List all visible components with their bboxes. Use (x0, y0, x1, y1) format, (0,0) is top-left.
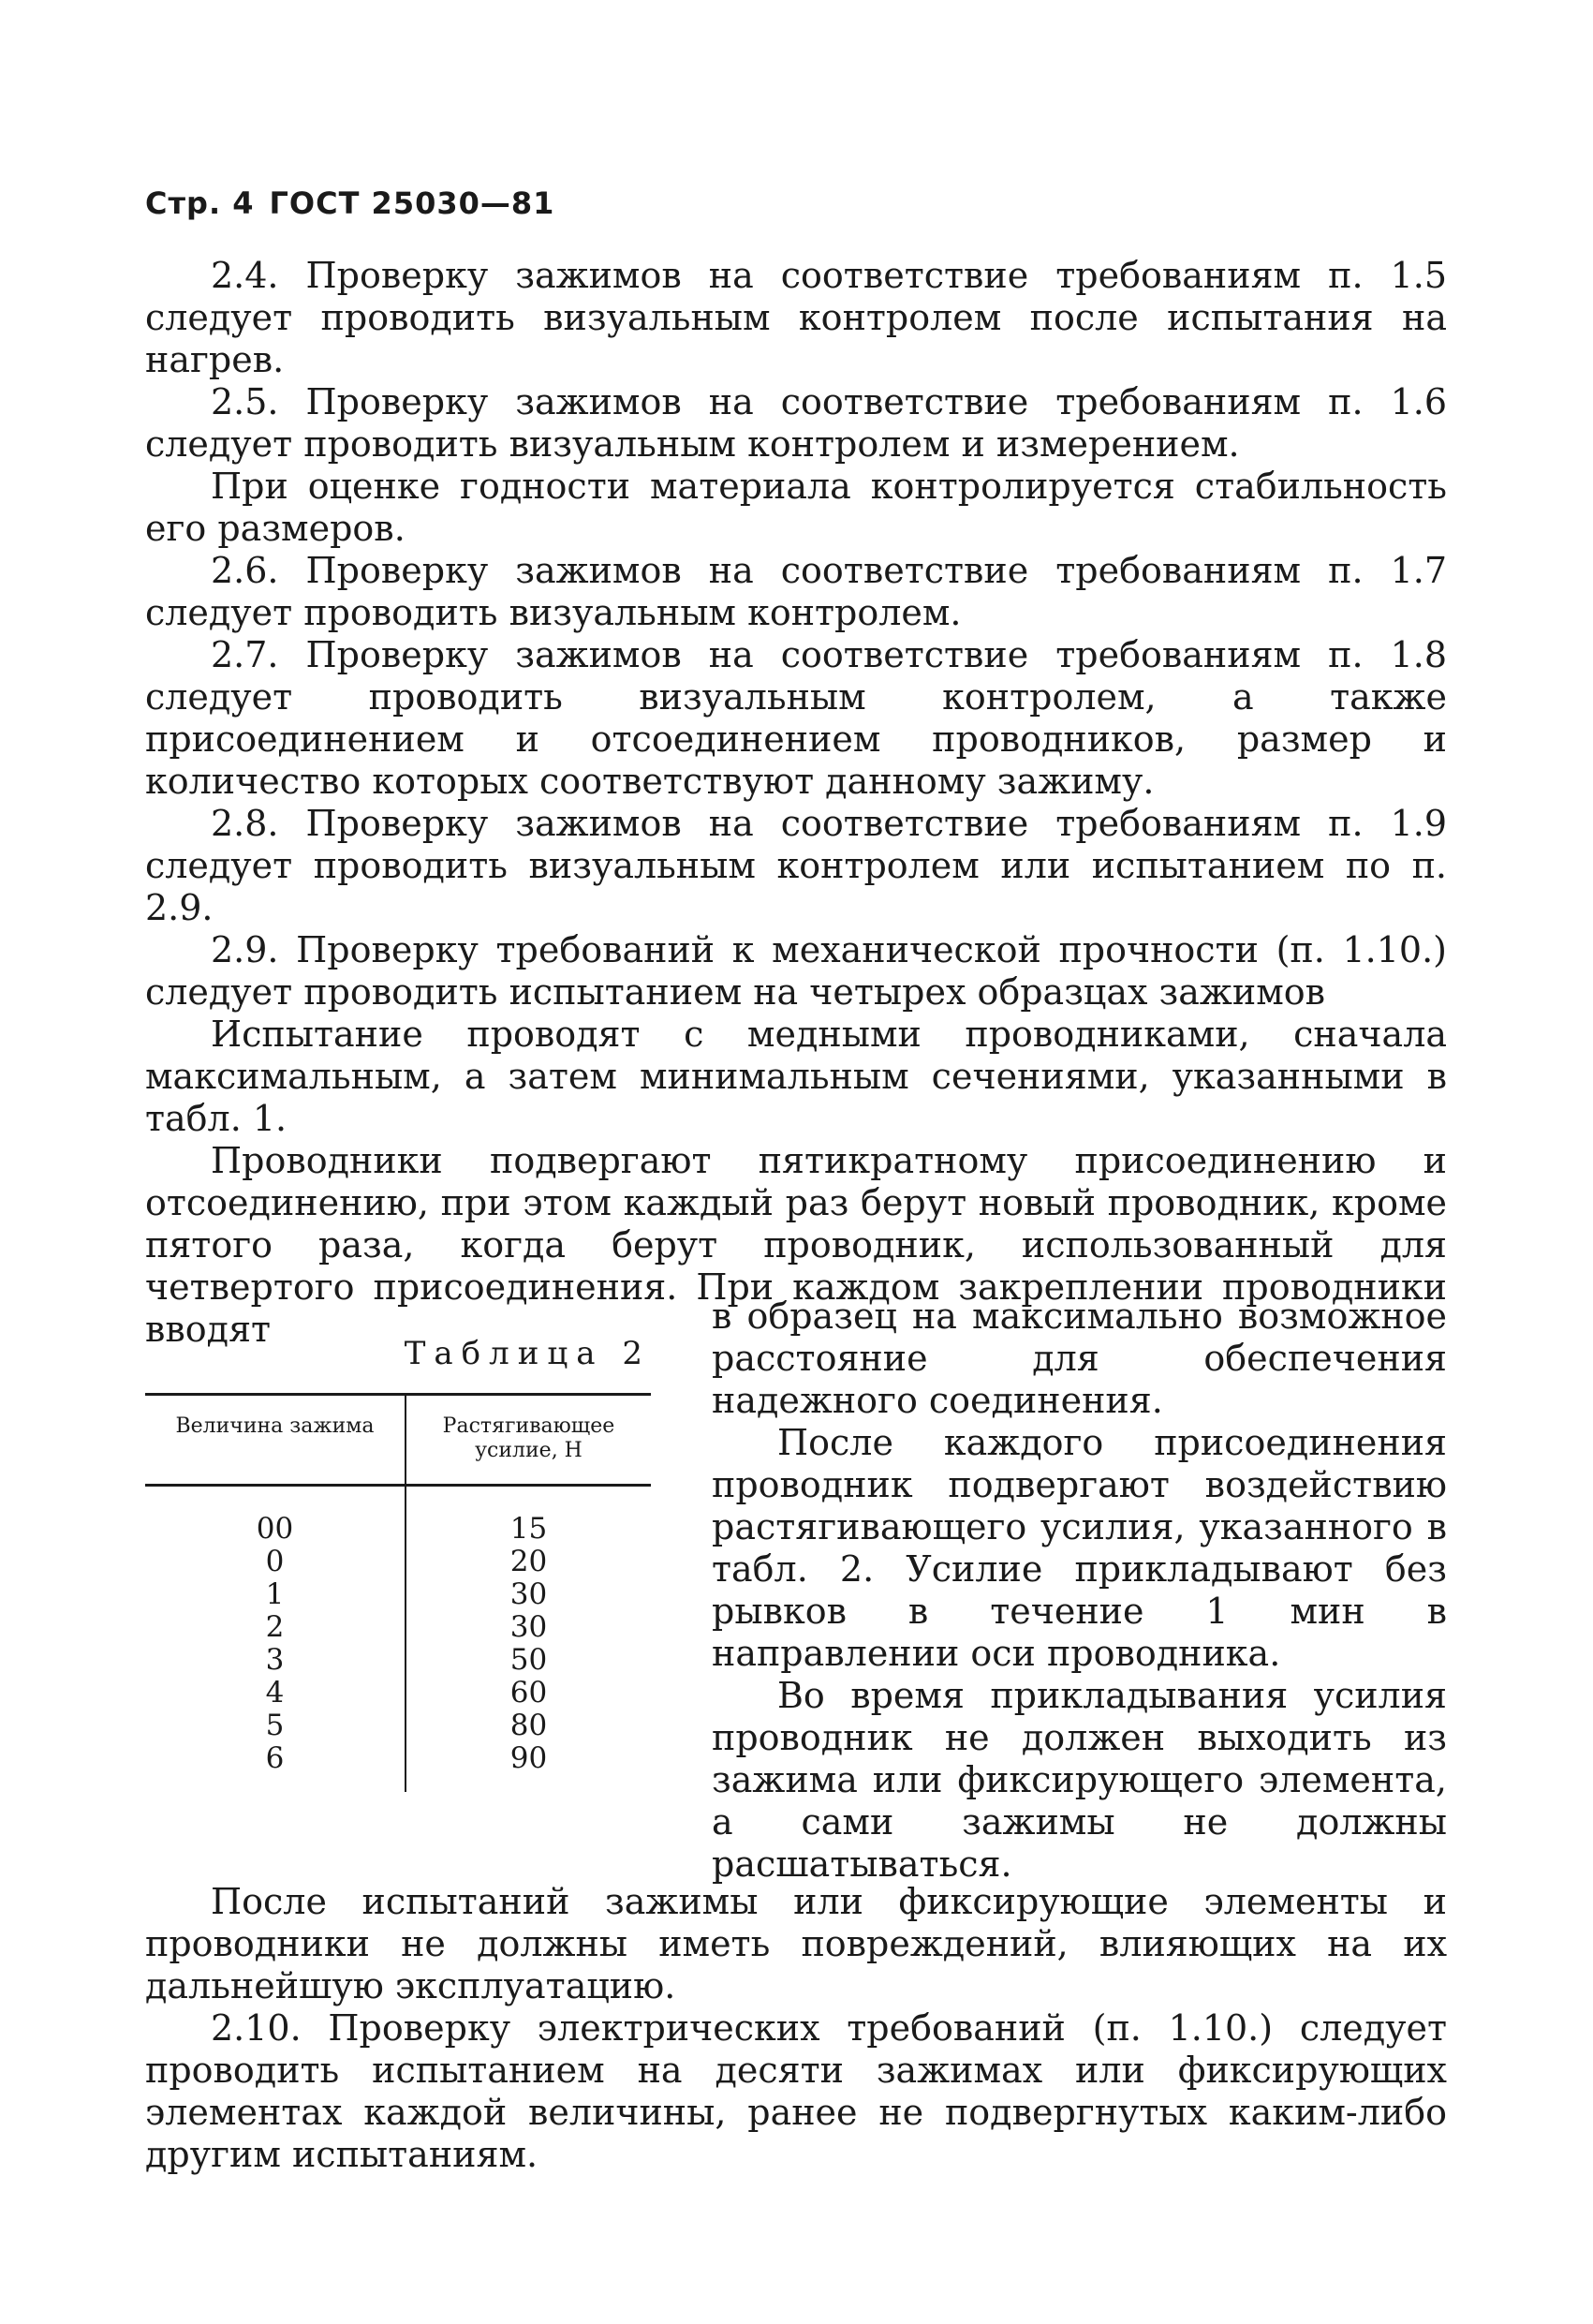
paragraph-2-9-test: Испытание проводят с медными проводниками, сначала максимальным, а затем минимальным сечениями, указанными в табл. 1. (145, 1014, 1447, 1139)
table-row (145, 1742, 651, 1792)
table-row (145, 1486, 651, 1547)
cell-size: 2 (145, 1611, 406, 1644)
cell-force: 20 (509, 1545, 548, 1578)
cell-force: 30 (509, 1577, 548, 1611)
cell-force: 50 (509, 1643, 548, 1677)
paragraph-2-9: 2.9. Проверку требований к механической прочности (п. 1.10.) следует проводить испытанием на четырех образцах зажимов (145, 929, 1447, 1013)
paragraph-after-tests: После испытаний зажимы или фиксирующие элементы и проводники не должны иметь повреждений, влияющих на их дальнейшую эксплуатацию. (145, 1881, 1447, 2006)
col-header-size: Величина зажима (145, 1395, 406, 1486)
paragraph-2-9-conductors: Проводники подвергают пятикратному присоединению и отсоединению, при этом каждый раз берут новый проводник, кроме пятого раза, когда берут проводник, использованный для четвертого присоединения. При каждом закреплении проводники вводят (145, 1140, 1447, 1350)
cell-force: 60 (509, 1676, 548, 1710)
paragraph-2-6: 2.6. Проверку зажимов на соответствие требованиям п. 1.7 следует проводить визуальным контролем. (145, 550, 1447, 633)
cell-size: 3 (145, 1644, 406, 1677)
paragraph-continuation: в образец на максимально возможное расстояние для обеспечения надежного соединения. (712, 1295, 1447, 1421)
paragraph-2-7: 2.7. Проверку зажимов на соответствие требованиям п. 1.8 следует проводить визуальным контролем, а также присоединением и отсоединением проводников, размер и количество которых соответствуют данному зажиму. (145, 634, 1447, 802)
cell-size: 00 (145, 1486, 406, 1547)
paragraph-2-10: 2.10. Проверку электрических требований (п. 1.10.) следует проводить испытанием на десяти зажимах или фиксирующих элементах каждой величины, ранее не подвергнутых каким-либо другим испытаниям. (145, 2007, 1447, 2175)
side-text (712, 1295, 1447, 1886)
table-row (145, 1677, 651, 1710)
page-number: Стр. 4 (145, 185, 255, 221)
cell-force: 15 (509, 1512, 548, 1546)
table-row (145, 1611, 651, 1644)
paragraph-2-5: 2.5. Проверку зажимов на соответствие требованиям п. 1.6 следует проводить визуальным контролем и измерением. (145, 381, 1447, 465)
main-text-bottom (145, 1881, 1447, 2176)
table-caption: Таблица 2 (404, 1335, 651, 1372)
cell-size: 4 (145, 1677, 406, 1710)
force-table (145, 1393, 651, 1792)
table-row (145, 1546, 651, 1578)
table-row (145, 1644, 651, 1677)
cell-force: 90 (509, 1741, 548, 1775)
paragraph-2-5-note: При оценке годности материала контролируется стабильность его размеров. (145, 466, 1447, 549)
paragraph-tensile: После каждого присоединения проводник подвергают воздействию растягивающего усилия, указанного в табл. 2. Усилие прикладывают без рывков в течение 1 мин в направлении оси проводника. (712, 1422, 1447, 1674)
cell-size: 1 (145, 1578, 406, 1611)
main-text-top (145, 255, 1447, 1351)
col-header-force: Растягивающее усилие, Н (406, 1395, 651, 1486)
cell-size: 0 (145, 1546, 406, 1578)
table-row (145, 1710, 651, 1742)
paragraph-2-4: 2.4. Проверку зажимов на соответствие требованиям п. 1.5 следует проводить визуальным контролем после испытания на нагрев. (145, 255, 1447, 380)
paragraph-during-force: Во время прикладывания усилия проводник не должен выходить из зажима или фиксирующего элемента, а сами зажимы не должны расшатываться. (712, 1675, 1447, 1885)
cell-size: 5 (145, 1710, 406, 1742)
cell-force: 80 (509, 1709, 548, 1742)
standard-code: ГОСТ 25030—81 (269, 185, 555, 221)
table-row (145, 1578, 651, 1611)
cell-force: 30 (509, 1610, 548, 1644)
table-2 (145, 1335, 651, 1792)
page-header (145, 185, 569, 221)
cell-size: 6 (145, 1742, 406, 1792)
paragraph-2-8: 2.8. Проверку зажимов на соответствие требованиям п. 1.9 следует проводить визуальным контролем или испытанием по п. 2.9. (145, 803, 1447, 928)
